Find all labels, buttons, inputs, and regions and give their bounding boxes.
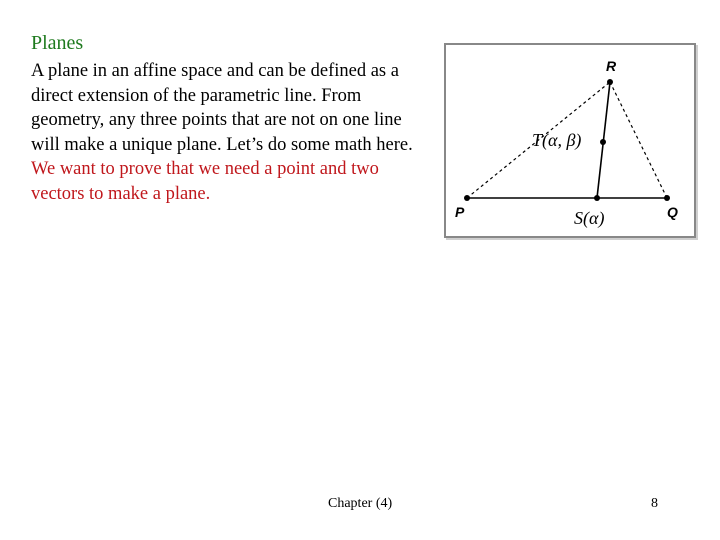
label-r: R bbox=[606, 58, 617, 74]
edge-r-q bbox=[610, 82, 667, 198]
footer-chapter: Chapter (4) bbox=[328, 496, 393, 511]
point-q bbox=[664, 195, 670, 201]
label-t: T(α, β) bbox=[532, 130, 582, 150]
plane-diagram-svg bbox=[446, 45, 694, 236]
label-s: S(α) bbox=[574, 208, 605, 228]
point-r bbox=[607, 79, 613, 85]
point-s bbox=[594, 195, 600, 201]
body-text-plain: A plane in an affine space and can be defined as a direct extension of the parametric line. From geometry, any three points that are not on one line will make a unique plane. Let’s do some math here. bbox=[31, 61, 413, 155]
slide-title: Planes bbox=[31, 32, 84, 54]
point-t bbox=[600, 139, 606, 145]
point-p bbox=[464, 195, 470, 201]
label-q: Q bbox=[667, 204, 678, 220]
footer-page-number: 8 bbox=[651, 496, 658, 511]
body-paragraph bbox=[31, 59, 426, 206]
body-text-highlight: We want to prove that we need a point and two vectors to make a plane. bbox=[31, 159, 379, 204]
label-p: P bbox=[455, 204, 465, 220]
plane-diagram bbox=[444, 43, 696, 238]
